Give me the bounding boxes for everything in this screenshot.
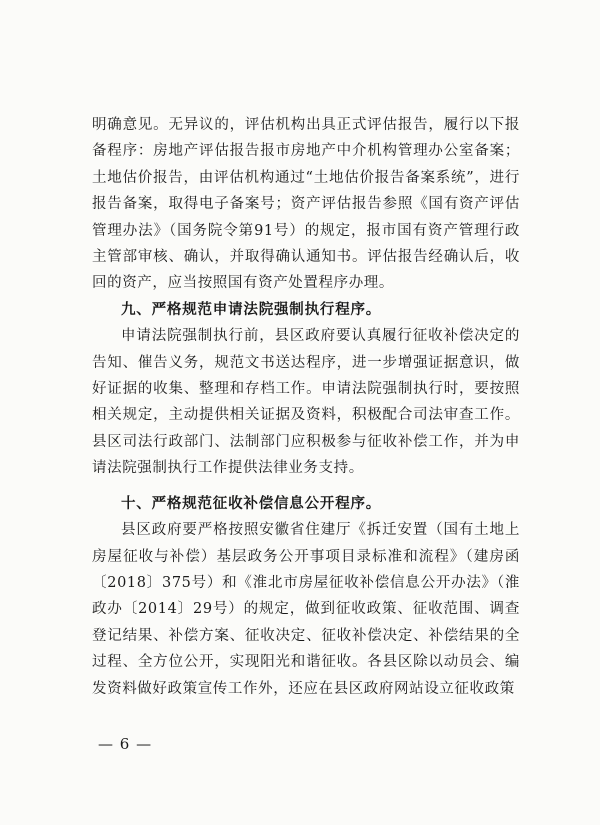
- section-heading-nine: 九、严格规范申请法院强制执行程序。: [121, 301, 382, 318]
- section-heading-ten: 十、严格规范征收补偿信息公开程序。: [121, 495, 382, 512]
- paragraph-appraisal-report: 明确意见。无异议的，评估机构出具正式评估报告，履行以下报备程序：房地产评估报告报市房地产中介机构管理办公室备案；土地估价报告，由评估机构通过“土地估价报告备案系统”，进行报告备案，取得电子备案号；资产评估报告参照《国有资产评估管理办法》（国务院令第91号）的规定，报市国有资产管理行政主管部审核、确认，并取得确认通知书。评估报告经确认后，收回的资产，应当按照国有资产处置程序办理。: [92, 117, 520, 292]
- page-number: — 6 —: [98, 735, 153, 753]
- paragraph-court-enforcement: 申请法院强制执行前，县区政府要认真履行征收补偿决定的告知、催告义务，规范文书送达程序，进一步增强证据意识，做好证据的收集、整理和存档工作。申请法院强制执行时，要按照相关规定，主动提供相关证据及资料，积极配合司法审查工作。县区司法行政部门、法制部门应积极参与征收补偿工作，并为申请法院强制执行工作提供法律业务支持。: [92, 328, 520, 477]
- paragraph-information-disclosure: 县区政府要严格按照安徽省住建厅《拆迁安置（国有土地上房屋征收与补偿）基层政务公开事项目录标准和流程》（建房函〔2018〕375号）和《淮北市房屋征收补偿信息公开办法》（淮政办〔2014〕29号）的规定，做到征收政策、征收范围、调查登记结果、补偿方案、征收决定、征收补偿决定、补偿结果的全过程、全方位公开，实现阳光和谐征收。各县区除以动员会、编发资料做好政策宣传工作外，还应在县区政府网站设立征收政策: [92, 522, 520, 697]
- document-body: [92, 112, 520, 702]
